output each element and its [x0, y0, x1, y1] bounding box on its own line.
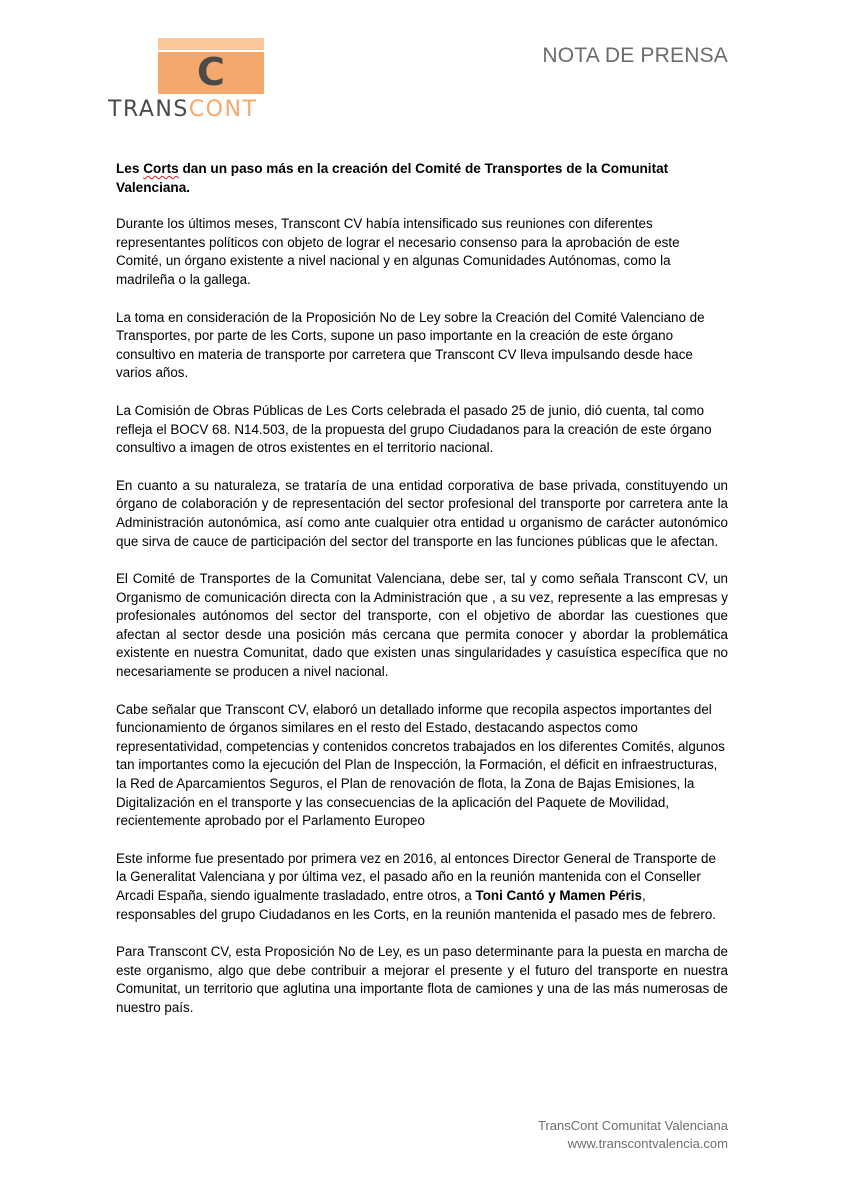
transcont-logo	[108, 34, 328, 126]
logo-mark-letter: C	[197, 50, 225, 94]
article-headline	[116, 160, 728, 197]
paragraph-6: Cabe señalar que Transcont CV, elaboró un detallado informe que recopila aspectos importantes del funcionamiento de órganos similares en el resto del Estado, destacando aspectos como representatividad, competencias y contenidos concretos trabajados en los diferentes Comités, algunos tan importantes como la ejecución del Plan de Inspección, la Formación, el déficit en infraestructuras, la Red de Aparcamientos Seguros, el Plan de renovación de flota, la Zona de Bajas Emisiones, la Digitalización en el transporte y las consecuencias de la aplicación del Paquete de Movilidad, recientemente aprobado por el Parlamento Europeo	[116, 701, 725, 829]
footer-organization: TransCont Comunitat Valenciana	[537, 1118, 728, 1133]
headline-rest: dan un paso más en la creación del Comité de Transportes de la Comunitat Valenciana.	[116, 161, 669, 195]
logo-wordmark	[108, 97, 328, 123]
paragraph-1: Durante los últimos meses, Transcont CV había intensificado sus reuniones con diferentes representantes políticos con objeto de lograr el necesario consenso para la aprobación de este Comité, un órgano existente a nivel nacional y en algunas Comunidades Autónomas, como la madrileña o la gallega.	[116, 216, 680, 287]
paragraph-7-text-a: Este informe fue presentado por primera vez en 2016, al entonces Director General de Transporte de la Generalitat Valenciana y por última vez, el pasado año en la reunión mantenida con el Conseller Arcadi España, siendo igualmente trasladado, entre otros, a	[116, 850, 716, 903]
press-release-title: NOTA DE PRENSA	[542, 44, 728, 67]
paragraph-4: En cuanto a su naturaleza, se trataría de una entidad corporativa de base privada, constituyendo un órgano de colaboración y de representación del sector profesional del transporte por carretera ante la Administración autonómica, así como ante cualquier otra entidad u organismo de carácter autonómico que sirva de cauce de participación del sector del transporte en las funciones públicas que le afectan.	[116, 477, 728, 549]
page-footer	[538, 1117, 728, 1153]
headline-marked-word: Corts	[143, 161, 179, 176]
paragraph-7	[116, 850, 728, 924]
article-body	[116, 160, 728, 1037]
logo-word-cont: CONT	[188, 97, 258, 122]
footer-website[interactable]: www.transcontvalencia.com	[567, 1136, 728, 1151]
paragraph-2: La toma en consideración de la Proposición No de Ley sobre la Creación del Comité Valenciano de Transportes, por parte de les Corts, supone un paso importante en la creación de este órgano consultivo en materia de transporte por carretera que Transcont CV lleva impulsando desde hace varios años.	[116, 309, 705, 381]
paragraph-7-text-b: , responsables del grupo Ciudadanos en les Corts, en la reunión mantenida el pasado mes de febrero.	[116, 888, 716, 922]
logo-top-bar	[158, 38, 264, 50]
paragraph-8: Para Transcont CV, esta Proposición No de Ley, es un paso determinante para la puesta en marcha de este organismo, algo que debe contribuir a mejorar el presente y el futuro del transporte en nuestra Comunitat, un territorio que aglutina una importante flota de camiones y una de las más numerosas de nuestro país.	[116, 944, 728, 1015]
paragraph-5: El Comité de Transportes de la Comunitat Valenciana, debe ser, tal y como señala Transcont CV, un Organismo de comunicación directa con la Administración que , a su vez, represente a las empresas y profesionales autónomos del sector del transporte, con el objetivo de abordar las cuestiones que afectan al sector desde una posición más cercana que permita conocer y abordar la problemática existente en nuestra Comunitat, dado que existen unas singularidades y casuística específica que no necesariamente se producen a nivel nacional.	[116, 571, 728, 680]
paragraph-3: La Comisión de Obras Públicas de Les Corts celebrada el pasado 25 de junio, dió cuenta, tal como refleja el BOCV 68. N14.503, de la propuesta del grupo Ciudadanos para la creación de este órgano consultivo a imagen de otros existentes en el territorio nacional.	[116, 402, 712, 456]
headline-lead: Les	[116, 161, 144, 176]
paragraph-7-bold-names: Toni Cantó y Mamen Péris	[475, 888, 642, 903]
logo-word-trans: TRANS	[108, 97, 189, 122]
